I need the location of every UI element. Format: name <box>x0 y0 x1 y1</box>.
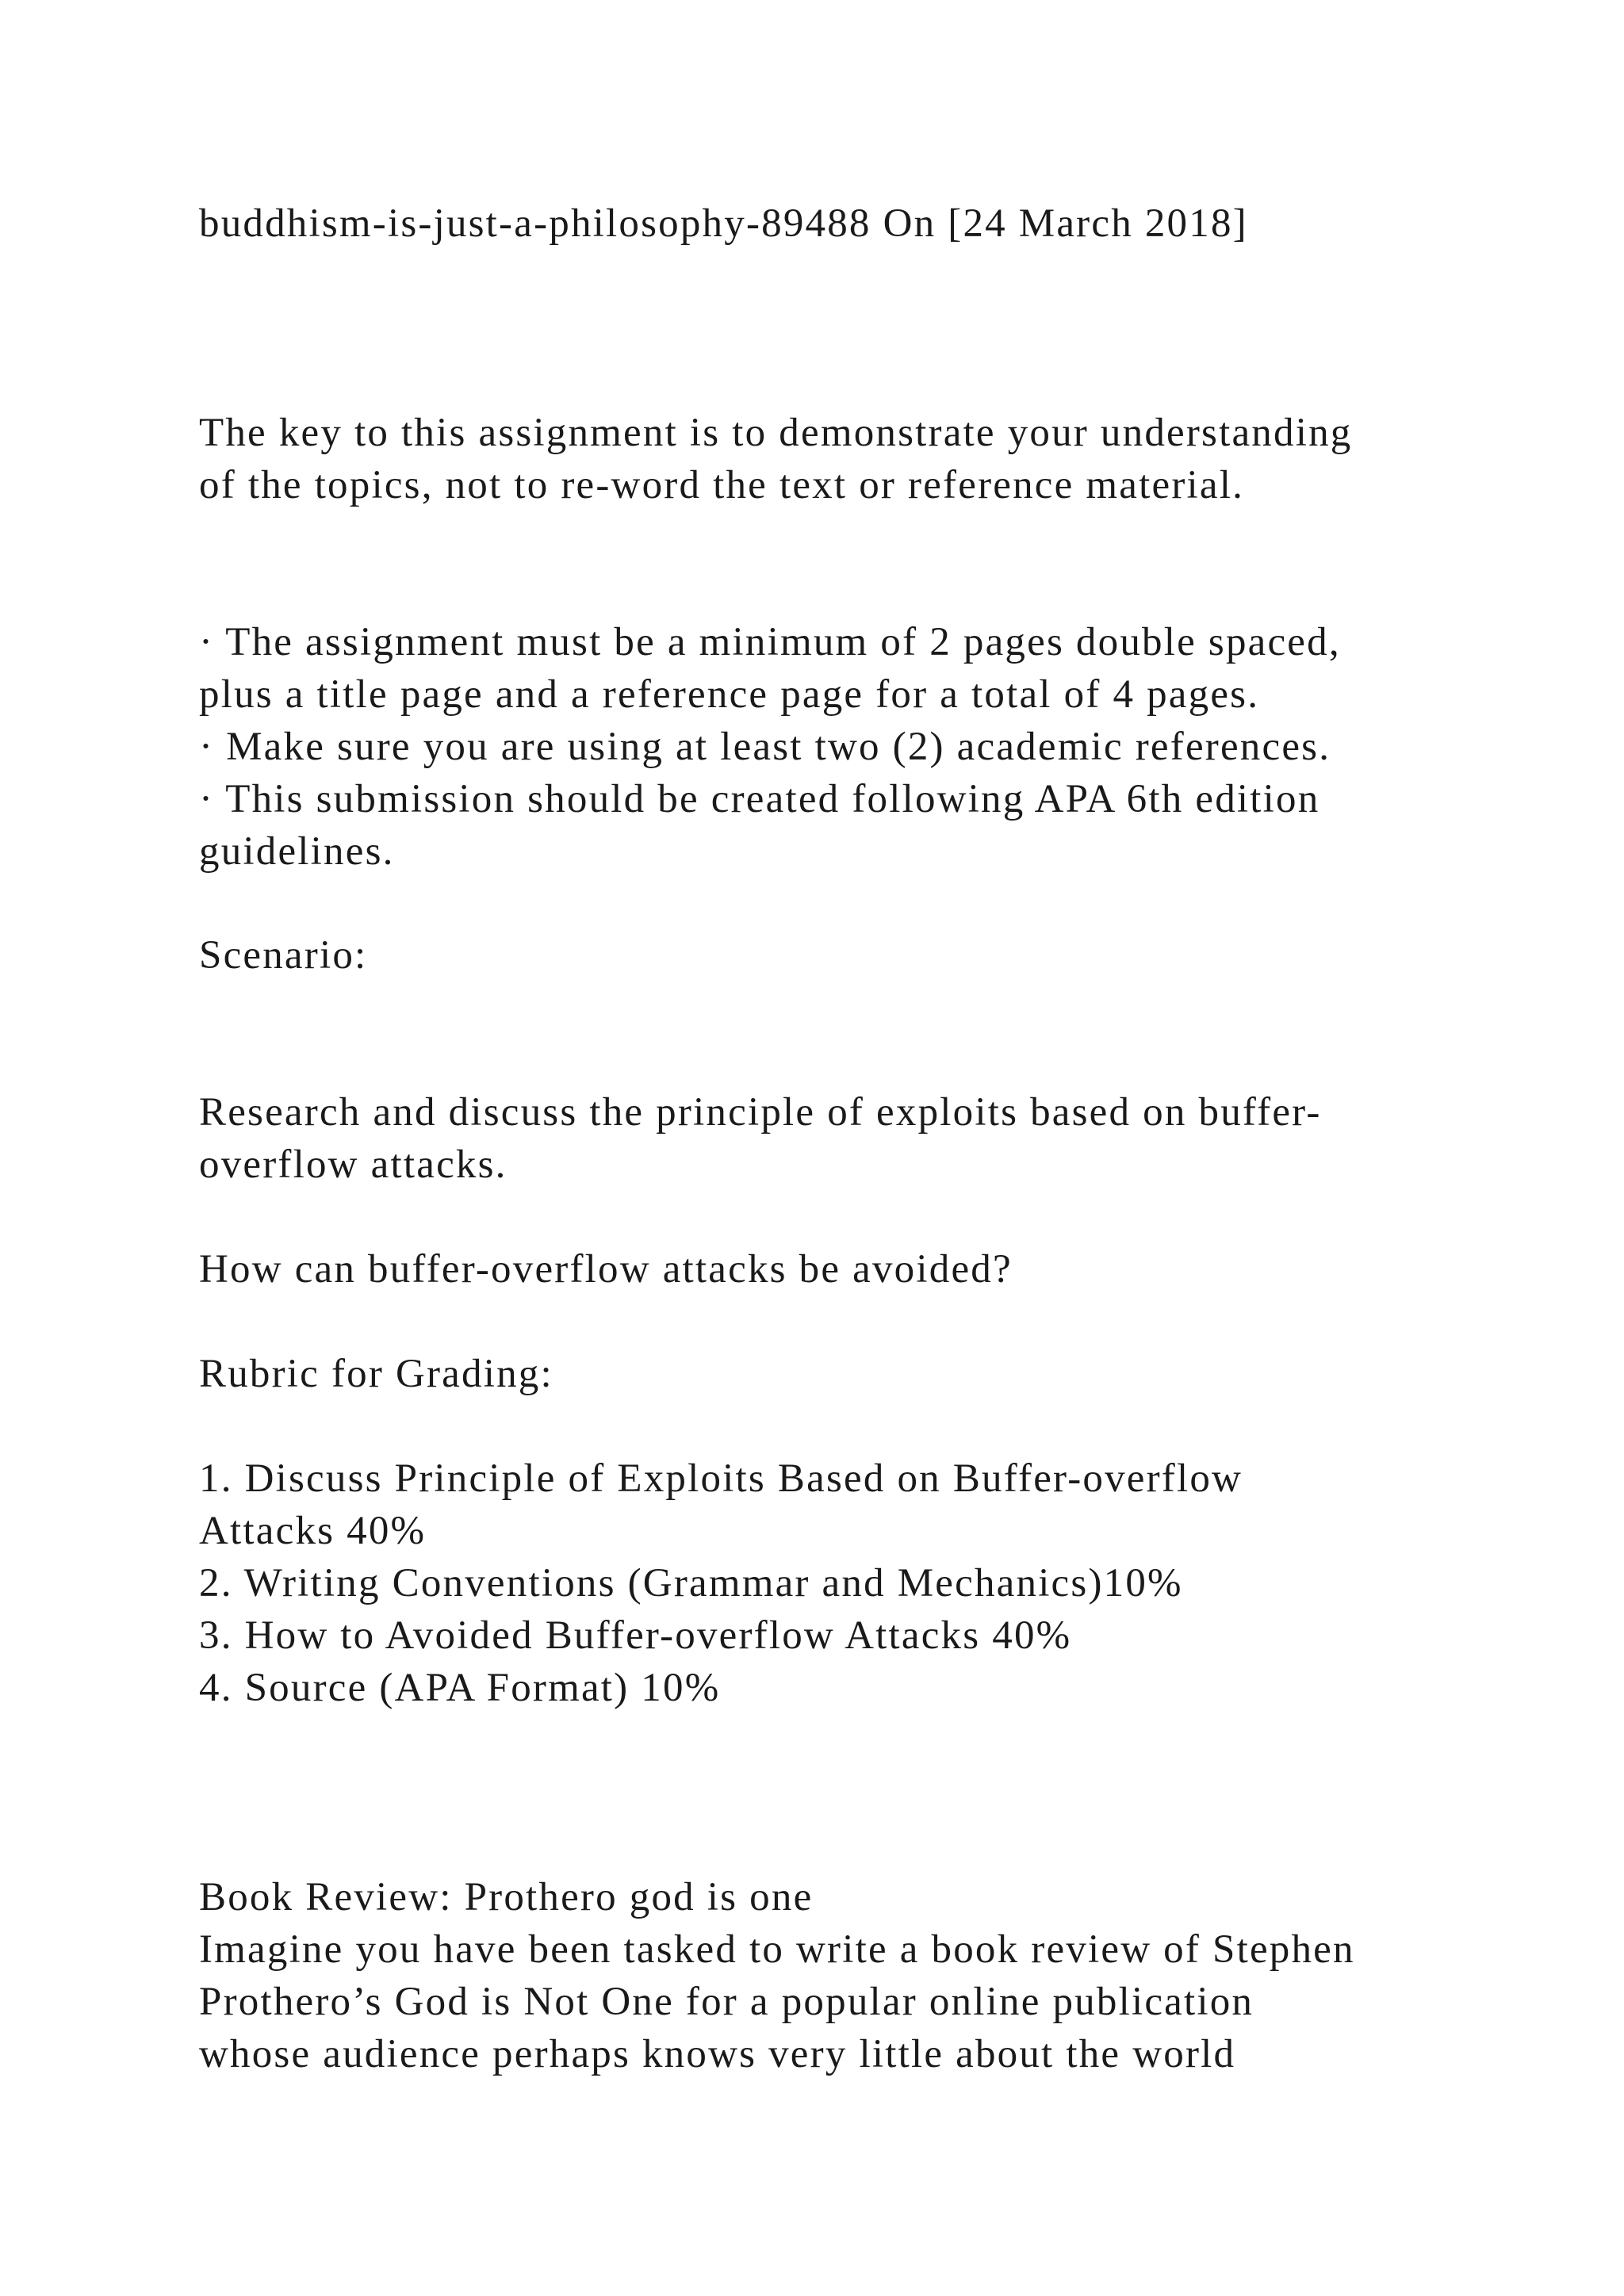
scenario-line-1: Research and discuss the principle of exploits based on buffer- <box>199 1090 1322 1135</box>
rubric-heading: Rubric for Grading: <box>199 1352 553 1396</box>
book-review-line-1: Imagine you have been tasked to write a book review of Stephen <box>199 1927 1355 1972</box>
scenario-heading: Scenario: <box>199 933 368 978</box>
requirement-line-3: · Make sure you are using at least two (2) academic references. <box>199 725 1331 769</box>
rubric-item-1-line-1: 1. Discuss Principle of Exploits Based on Buffer-overflow <box>199 1456 1243 1501</box>
scenario-line-2: overflow attacks. <box>199 1142 508 1187</box>
rubric-item-4: 4. Source (APA Format) 10% <box>199 1666 721 1710</box>
intro-line-1: The key to this assignment is to demonstrate your understanding <box>199 411 1353 455</box>
book-review-title: Book Review: Prothero god is one <box>199 1875 814 1919</box>
requirement-line-5: guidelines. <box>199 829 395 874</box>
rubric-item-2: 2. Writing Conventions (Grammar and Mechanics)10% <box>199 1561 1183 1605</box>
requirement-line-4: · This submission should be created following APA 6th edition <box>199 777 1320 821</box>
requirement-line-1: · The assignment must be a minimum of 2 pages double spaced, <box>199 620 1341 664</box>
requirement-line-2: plus a title page and a reference page for a total of 4 pages. <box>199 672 1260 717</box>
book-review-line-2: Prothero’s God is Not One for a popular online publication <box>199 1980 1254 2024</box>
intro-line-2: of the topics, not to re-word the text or reference material. <box>199 463 1245 507</box>
question-line: How can buffer-overflow attacks be avoided? <box>199 1247 1013 1292</box>
rubric-item-1-line-2: Attacks 40% <box>199 1509 427 1553</box>
book-review-line-3: whose audience perhaps knows very little about the world <box>199 2032 1236 2076</box>
document-header: buddhism-is-just-a-philosophy-89488 On [24 March 2018] <box>199 201 1248 246</box>
rubric-item-3: 3. How to Avoided Buffer-overflow Attacks 40% <box>199 1613 1072 1658</box>
